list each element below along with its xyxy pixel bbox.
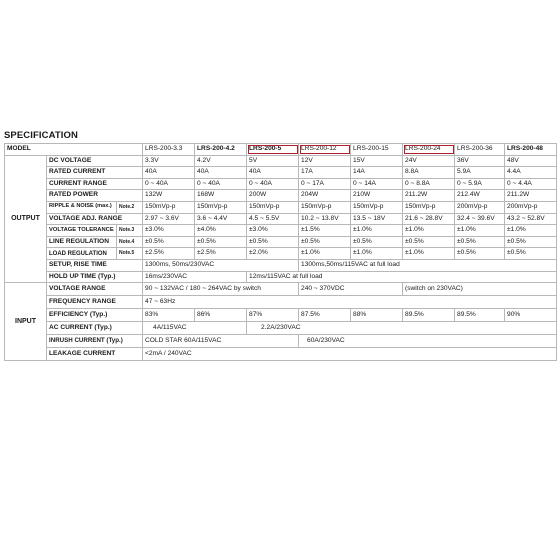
- model-cell: LRS-200-48: [505, 144, 557, 156]
- note-label: Note.3: [117, 225, 143, 237]
- model-label: MODEL: [5, 144, 143, 156]
- cell: 12V: [299, 155, 351, 167]
- voltage-adj-row: [5, 213, 557, 225]
- cell: 5V: [247, 155, 299, 167]
- cell: ±0.5%: [351, 236, 403, 248]
- span-cell: (switch on 230VAC): [403, 283, 557, 296]
- cell: 0 ~ 5.9A: [455, 178, 505, 190]
- span-cell: 47 ~ 63Hz: [143, 296, 557, 309]
- span-cell: 1300ms, 50ms/230VAC: [143, 259, 299, 271]
- cell: ±1.0%: [403, 248, 455, 260]
- row-label: INRUSH CURRENT (Typ.): [47, 335, 143, 348]
- cell: 150mVp-p: [351, 201, 403, 213]
- cell: 3.6 ~ 4.4V: [195, 213, 247, 225]
- cell: 40A: [143, 167, 195, 179]
- frequency-range-row: [5, 296, 557, 309]
- model-cell: LRS-200-4.2: [195, 144, 247, 156]
- cell: 5.9A: [455, 167, 505, 179]
- model-cell-highlighted: LRS-200-5: [247, 144, 299, 156]
- cell: ±0.5%: [195, 236, 247, 248]
- span-cell: 240 ~ 370VDC: [299, 283, 403, 296]
- cell: 14A: [351, 167, 403, 179]
- cell: 210W: [351, 190, 403, 202]
- row-label: LOAD REGULATION: [47, 248, 117, 260]
- cell: 40A: [195, 167, 247, 179]
- cell: 4.4A: [505, 167, 557, 179]
- cell: 4.5 ~ 5.5V: [247, 213, 299, 225]
- cell: ±2.5%: [195, 248, 247, 260]
- input-voltage-row: [5, 283, 557, 296]
- span-cell: <2mA / 240VAC: [143, 348, 557, 361]
- cell: 88%: [351, 309, 403, 322]
- row-label: DC VOLTAGE: [47, 155, 143, 167]
- cell: 15V: [351, 155, 403, 167]
- cell: 32.4 ~ 39.6V: [455, 213, 505, 225]
- model-row: [5, 144, 557, 156]
- span-cell: 1300ms,50ms/115VAC at full load: [299, 259, 557, 271]
- cell: 0 ~ 14A: [351, 178, 403, 190]
- span-cell: [143, 322, 247, 335]
- rated-current-row: [5, 167, 557, 179]
- cell: 211.2W: [505, 190, 557, 202]
- row-label: AC CURRENT (Typ.): [47, 322, 143, 335]
- cell: ±2.0%: [247, 248, 299, 260]
- cell: 13.5 ~ 18V: [351, 213, 403, 225]
- cell: 150mVp-p: [247, 201, 299, 213]
- leakage-current-row: [5, 348, 557, 361]
- cell: ±1.0%: [299, 248, 351, 260]
- cell: 0 ~ 17A: [299, 178, 351, 190]
- voltage-tolerance-row: [5, 225, 557, 237]
- cell: ±1.0%: [351, 248, 403, 260]
- row-label: SETUP, RISE TIME: [47, 259, 143, 271]
- cell: ±0.5%: [247, 236, 299, 248]
- cell: ±1.5%: [299, 225, 351, 237]
- hold-up-row: [5, 271, 557, 283]
- cell: ±1.0%: [351, 225, 403, 237]
- cell: ±0.5%: [505, 248, 557, 260]
- cell: 24V: [403, 155, 455, 167]
- model-cell: LRS-200-3.3: [143, 144, 195, 156]
- cell: 0 ~ 40A: [143, 178, 195, 190]
- note-label: Note.2: [117, 201, 143, 213]
- setup-rise-row: [5, 259, 557, 271]
- cell: 200mVp-p: [505, 201, 557, 213]
- span-cell: 16ms/230VAC: [143, 271, 247, 283]
- cell: ±4.0%: [195, 225, 247, 237]
- cell: ±3.0%: [143, 225, 195, 237]
- line-regulation-row: [5, 236, 557, 248]
- cell: 43.2 ~ 52.8V: [505, 213, 557, 225]
- cell: ±0.5%: [299, 236, 351, 248]
- cell: 87.5%: [299, 309, 351, 322]
- span-cell: [247, 322, 557, 335]
- cell: 150mVp-p: [299, 201, 351, 213]
- span-cell: [299, 335, 557, 348]
- cell: 168W: [195, 190, 247, 202]
- ac-current-230: 2.2A/230VAC: [261, 323, 301, 331]
- note-label: Note.4: [117, 236, 143, 248]
- note-label: Note.5: [117, 248, 143, 260]
- cell: 0 ~ 4.4A: [505, 178, 557, 190]
- cell: 36V: [455, 155, 505, 167]
- cell: 200mVp-p: [455, 201, 505, 213]
- cell: 150mVp-p: [143, 201, 195, 213]
- row-label: RATED CURRENT: [47, 167, 143, 179]
- cell: 3.3V: [143, 155, 195, 167]
- cell: 89.5%: [455, 309, 505, 322]
- cell: ±0.5%: [455, 248, 505, 260]
- row-label: VOLTAGE RANGE: [47, 283, 143, 296]
- cell: 0 ~ 40A: [195, 178, 247, 190]
- cell: 86%: [195, 309, 247, 322]
- model-cell: LRS-200-15: [351, 144, 403, 156]
- row-label: RATED POWER: [47, 190, 143, 202]
- row-label: LEAKAGE CURRENT: [47, 348, 143, 361]
- specification-table: [4, 143, 557, 361]
- row-label: EFFICIENCY (Typ.): [47, 309, 143, 322]
- cell: 8.8A: [403, 167, 455, 179]
- span-cell: 12ms/115VAC at full load: [247, 271, 557, 283]
- cell: 211.2W: [403, 190, 455, 202]
- cell: ±0.5%: [455, 236, 505, 248]
- spec-title: SPECIFICATION: [4, 130, 78, 141]
- ac-current-row: [5, 322, 557, 335]
- model-cell-highlighted: LRS-200-12: [299, 144, 351, 156]
- cell: 10.2 ~ 13.8V: [299, 213, 351, 225]
- cell: 17A: [299, 167, 351, 179]
- cell: 150mVp-p: [195, 201, 247, 213]
- cell: ±3.0%: [247, 225, 299, 237]
- cell: 40A: [247, 167, 299, 179]
- dc-voltage-row: [5, 155, 557, 167]
- model-cell-highlighted: LRS-200-24: [403, 144, 455, 156]
- row-label: FREQUENCY RANGE: [47, 296, 143, 309]
- cell: 0 ~ 8.8A: [403, 178, 455, 190]
- cell: 89.5%: [403, 309, 455, 322]
- rated-power-row: [5, 190, 557, 202]
- row-label: RIPPLE & NOISE (max.): [47, 201, 117, 213]
- cell: 48V: [505, 155, 557, 167]
- cell: 132W: [143, 190, 195, 202]
- span-cell: 90 ~ 132VAC / 180 ~ 264VAC by switch: [143, 283, 299, 296]
- cell: 90%: [505, 309, 557, 322]
- row-label: HOLD UP TIME (Typ.): [47, 271, 143, 283]
- ac-current-115: 4A/115VAC: [153, 323, 187, 331]
- span-cell: COLD STAR 60A/115VAC: [143, 335, 299, 348]
- output-group-label: OUTPUT: [5, 155, 47, 283]
- row-label: VOLTAGE ADJ. RANGE: [47, 213, 143, 225]
- cell: 204W: [299, 190, 351, 202]
- ripple-noise-row: [5, 201, 557, 213]
- cell: 0 ~ 40A: [247, 178, 299, 190]
- cell: 4.2V: [195, 155, 247, 167]
- cell: ±0.5%: [403, 236, 455, 248]
- cell: 21.6 ~ 28.8V: [403, 213, 455, 225]
- cell: ±2.5%: [143, 248, 195, 260]
- cell: ±1.0%: [403, 225, 455, 237]
- inrush-current-row: [5, 335, 557, 348]
- cell: ±1.0%: [505, 225, 557, 237]
- cell: ±0.5%: [505, 236, 557, 248]
- efficiency-row: [5, 309, 557, 322]
- load-regulation-row: [5, 248, 557, 260]
- cell: ±1.0%: [455, 225, 505, 237]
- model-cell: LRS-200-36: [455, 144, 505, 156]
- cell: 212.4W: [455, 190, 505, 202]
- input-group-label: INPUT: [5, 283, 47, 361]
- row-label: CURRENT RANGE: [47, 178, 143, 190]
- row-label: LINE REGULATION: [47, 236, 117, 248]
- cell: 150mVp-p: [403, 201, 455, 213]
- cell: 200W: [247, 190, 299, 202]
- row-label: VOLTAGE TOLERANCE: [47, 225, 117, 237]
- cell: ±0.5%: [143, 236, 195, 248]
- cell: 87%: [247, 309, 299, 322]
- inrush-230: 60A/230VAC: [307, 336, 345, 344]
- current-range-row: [5, 178, 557, 190]
- cell: 83%: [143, 309, 195, 322]
- cell: 2.97 ~ 3.6V: [143, 213, 195, 225]
